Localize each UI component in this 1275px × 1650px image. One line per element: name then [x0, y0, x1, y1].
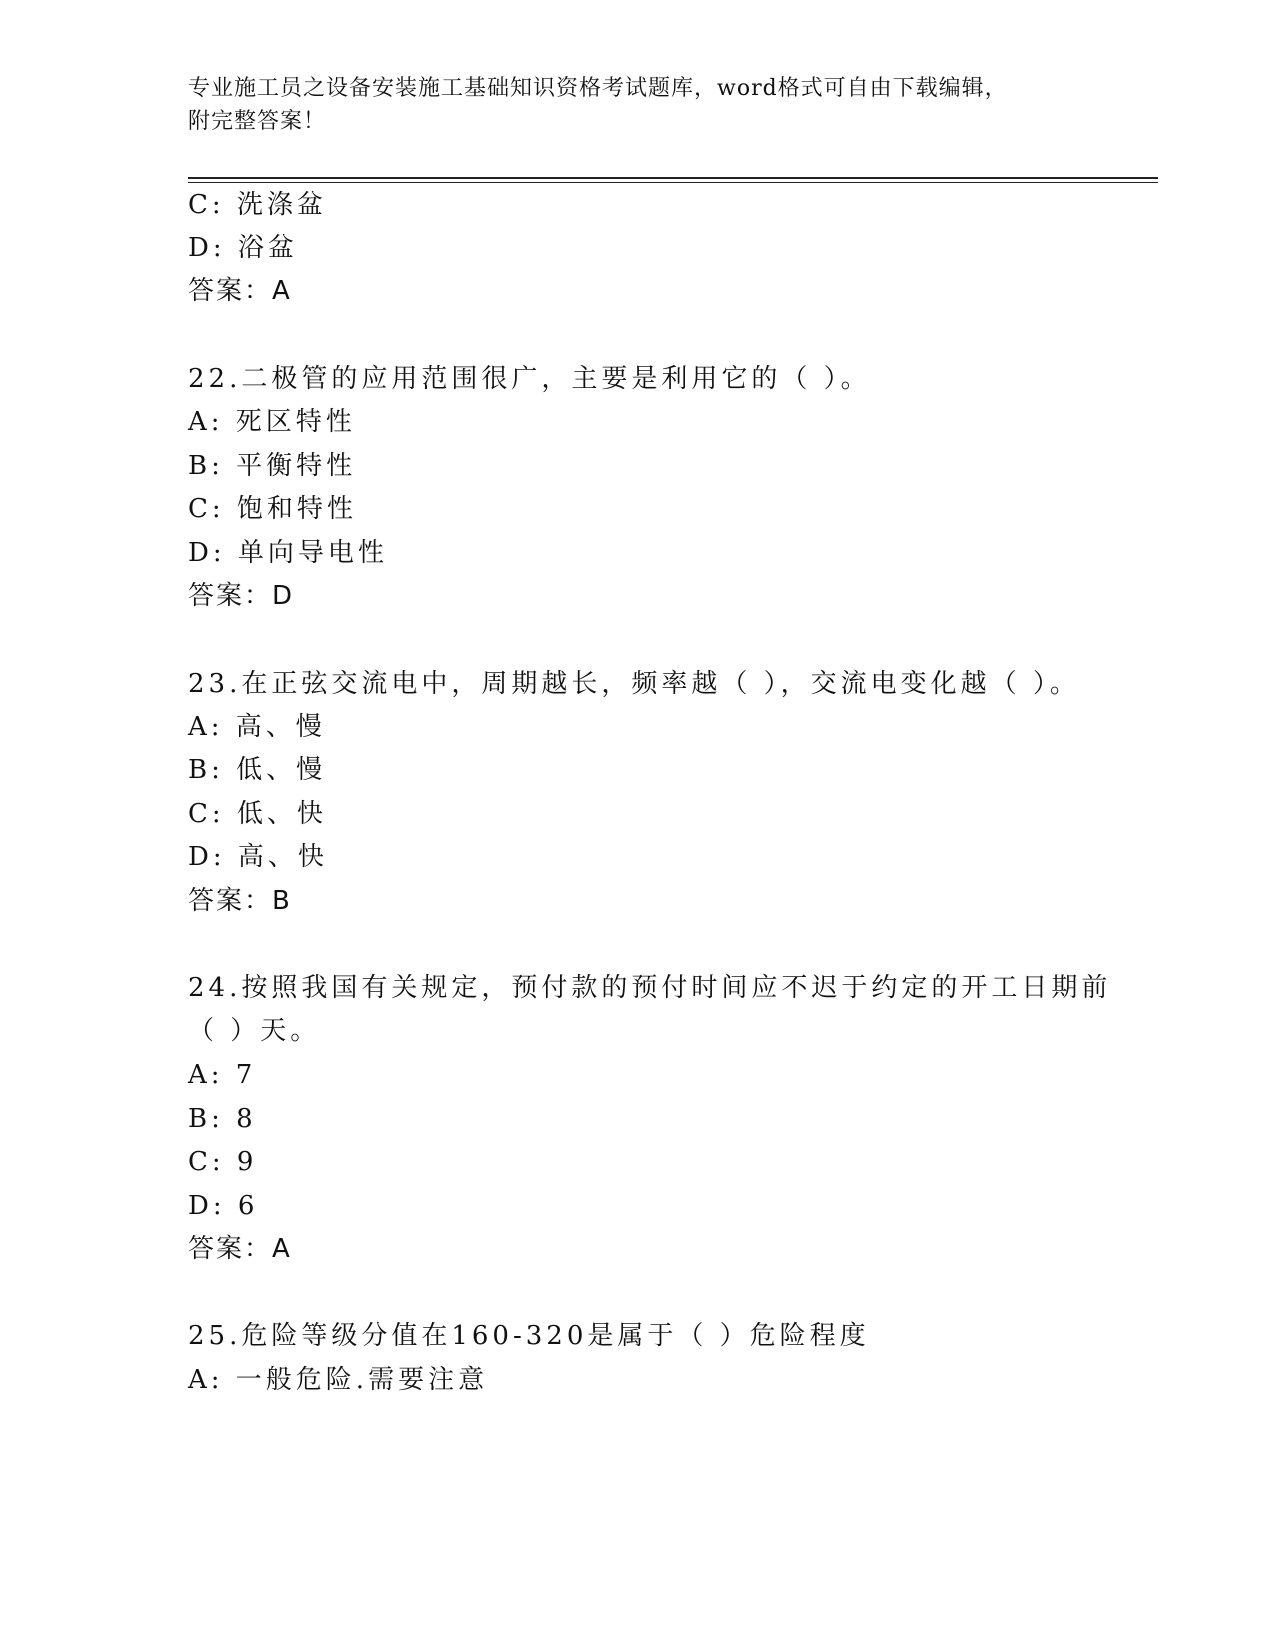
document-header: [188, 72, 1088, 138]
option-d: D: 浴盆: [188, 233, 298, 263]
question-23-option-d: D: 高、快: [188, 842, 328, 872]
question-22-stem: 22.二极管的应用范围很广，主要是利用它的（ ）。: [188, 364, 871, 394]
question-22-option-b: B: 平衡特性: [188, 451, 357, 481]
question-23-option-c: C: 低、快: [188, 799, 327, 829]
question-22-option-a: A: 死区特性: [188, 407, 356, 437]
question-24-option-d: D: 6: [188, 1191, 259, 1221]
question-23-stem: 23.在正弦交流电中，周期越长，频率越（ ），交流电变化越（ ）。: [188, 669, 1080, 699]
header-line-1: 专业施工员之设备安装施工基础知识资格考试题库，word格式可自由下载编辑，: [188, 76, 1008, 101]
question-24-answer: 答案：A: [188, 1234, 292, 1264]
question-24-option-a: A: 7: [188, 1060, 257, 1090]
question-22-option-d: D: 单向导电性: [188, 538, 388, 568]
question-22-answer: 答案：D: [188, 581, 295, 611]
question-23-answer: 答案：B: [188, 886, 292, 916]
question-23-option-b: B: 低、慢: [188, 755, 327, 785]
option-c: C: 洗涤盆: [188, 190, 327, 220]
question-25-option-a: A: 一般危险.需要注意: [188, 1365, 489, 1395]
question-25-stem: 25.危险等级分值在160-320是属于（ ）危险程度: [188, 1321, 870, 1351]
question-24-option-c: C: 9: [188, 1147, 258, 1177]
question-24-option-b: B: 8: [188, 1104, 257, 1134]
header-line-2: 附完整答案！: [188, 109, 327, 134]
question-24-stem: 24.按照我国有关规定，预付款的预付时间应不迟于约定的开工日期前: [188, 973, 1112, 1003]
question-24-stem-continued: （ ）天。: [188, 1016, 321, 1046]
header-divider-thin: [188, 182, 1158, 183]
question-23-option-a: A: 高、慢: [188, 712, 326, 742]
question-22-option-c: C: 饱和特性: [188, 494, 357, 524]
header-divider-thick: [188, 177, 1158, 179]
answer-line: 答案：A: [188, 276, 292, 306]
